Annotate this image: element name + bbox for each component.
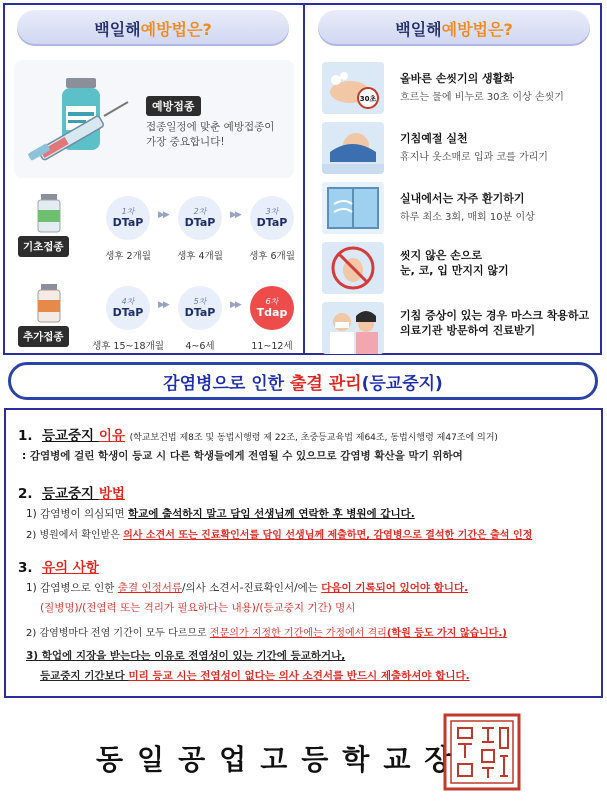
prevention-item-cough-etiquette: 기침예절 실천 휴지나 옷소매로 입과 코를 가리기	[314, 122, 598, 174]
section-2-heading: 2. 등교중지 방법	[18, 486, 125, 502]
window-ventilation-icon	[322, 182, 384, 234]
section-2-line-2: 2) 병원에서 확인받은 의사 소견서 또는 진료확인서를 담임 선생님께 제출하면, 감염병으로 결석한 기간은 출석 인정	[26, 530, 533, 541]
section-3-line-1: 1) 감염병으로 인한 출결 인정서류/의사 소견서-진료확인서/에는 다음이 기록되어 있어야 합니다.	[26, 582, 469, 594]
vaccine-card	[14, 60, 294, 178]
syringe-vial-icon	[28, 70, 138, 170]
vaccine-bottle-icon	[32, 194, 66, 234]
dose-4: 4차 DTaP	[106, 286, 150, 330]
vaccination-label: 예방접종	[146, 96, 201, 116]
prevention-panel-title: 백일해 예방법은?	[318, 10, 590, 46]
vaccination-description: 접종일정에 맞춘 예방접종이 가장 중요합니다!	[146, 121, 275, 148]
section-1-body: : 감염병에 걸린 학생이 등교 시 다른 학생들에게 전염될 수 있으므로 감염병 확산을 막기 위하여	[22, 450, 463, 462]
vaccination-panel	[6, 6, 300, 352]
section-3-line-1-detail: (질병명)/(전염력 또는 격리가 필요하다는 내용)/(등교중지 기간) 명시	[40, 602, 356, 614]
panel-divider	[303, 3, 305, 355]
attendance-banner: 감염병으로 인한 출결 관리 (등교중지)	[8, 362, 598, 400]
arrow-icon: ▶▶	[230, 300, 240, 310]
primary-label: 기초접종	[18, 236, 69, 257]
section-2-line-1: 1) 감염병이 의심되면 학교에 출석하지 말고 담임 선생님께 연락한 후 병원에 갑니다.	[26, 508, 415, 520]
school-name: 동일공업고등학교장	[96, 743, 466, 776]
dose-1-age: 생후 2개월	[105, 251, 151, 262]
arrow-icon: ▶▶	[230, 210, 240, 220]
cough-etiquette-icon	[322, 122, 384, 174]
primary-schedule	[14, 192, 296, 270]
prevention-item-ventilation: 실내에서는 자주 환기하기 하루 최소 3회, 매회 10분 이상	[314, 182, 598, 234]
dose-3: 3차 DTaP	[250, 196, 294, 240]
booster-label: 추가접종	[18, 326, 69, 347]
dose-2: 2차 DTaP	[178, 196, 222, 240]
dose-1: 1차 DTaP	[106, 196, 150, 240]
dose-5: 5차 DTaP	[178, 286, 222, 330]
dose-6: 6차 Tdap	[250, 286, 294, 330]
section-3-heading: 3. 유의 사항	[18, 560, 99, 576]
prevention-item-no-touch: 씻지 않은 손으로 눈, 코, 입 만지지 않기	[314, 242, 598, 294]
prevention-item-handwash: 30초 올바른 손씻기의 생활화 흐르는 물에 비누로 30초 이상 손씻기	[314, 62, 598, 114]
dose-3-age: 생후 6개월	[249, 251, 295, 262]
prevention-item-mask: 기침 증상이 있는 경우 마스크 착용하고 의료기관 방문하여 진료받기	[314, 302, 598, 354]
dose-5-age: 4~6세	[185, 341, 215, 352]
school-seal-icon	[442, 712, 522, 792]
svg-text:30초: 30초	[359, 95, 377, 103]
handwash-icon	[322, 62, 384, 114]
no-touch-icon	[322, 242, 384, 294]
section-3-line-2: 2) 감염병마다 전염 기간이 모두 다르므로 전문의가 지정한 기간에는 가정에서 격리(학원 등도 가지 않습니다.)	[26, 628, 507, 639]
dose-6-age: 11~12세	[251, 341, 293, 352]
dose-4-age: 생후 15~18개월	[92, 341, 164, 352]
mask-doctor-icon	[322, 302, 384, 354]
attendance-notice	[4, 408, 603, 698]
booster-schedule	[14, 282, 296, 360]
vaccination-panel-title: 백일해 예방법은?	[17, 10, 289, 46]
section-3-line-3-cont: 등교중지 기간보다 미리 등교 시는 전염성이 없다는 의사 소견서를 반드시 제출하셔야 합니다.	[40, 670, 470, 682]
arrow-icon: ▶▶	[158, 210, 168, 220]
vaccine-bottle-icon	[32, 284, 66, 324]
section-3-line-3: 3) 학업에 지장을 받는다는 이유로 전염성이 있는 기간에 등교하거나,	[26, 650, 346, 662]
prevention-panel	[308, 6, 600, 352]
section-1-heading: 1. 등교중지 이유 (학교보건법 제8조 및 동법시행령 제 22조, 초중등교육법 제64조, 동법시행령 제47조에 의거)	[18, 428, 498, 444]
arrow-icon: ▶▶	[158, 300, 168, 310]
dose-2-age: 생후 4개월	[177, 251, 223, 262]
